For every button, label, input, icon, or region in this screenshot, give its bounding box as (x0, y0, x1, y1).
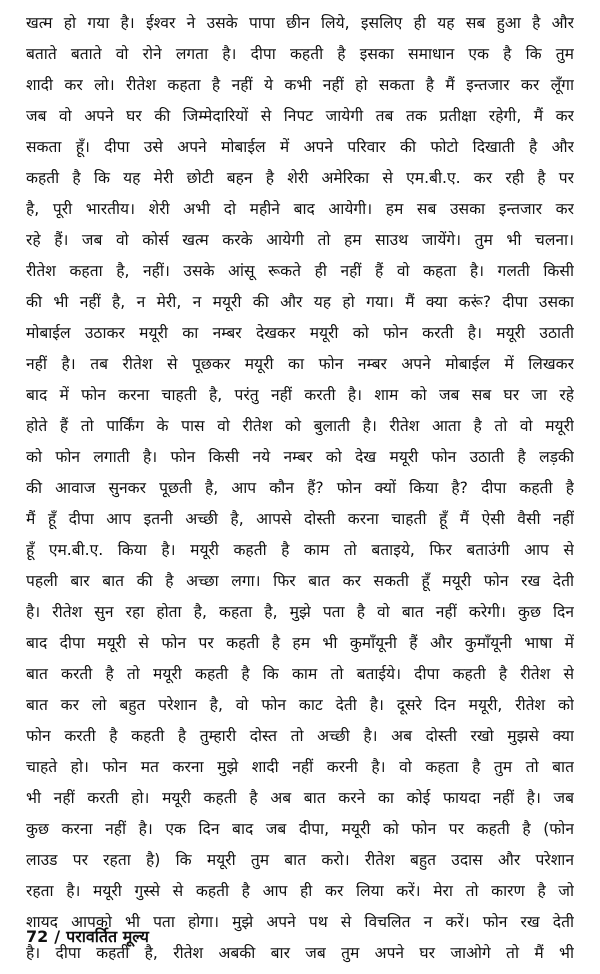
text-line: रहता है। मयूरी गुस्से से कहती है आप ही कर लिया करें। मेरा तो कारण है जो (26, 882, 574, 900)
text-line: पहली बार बात की है अच्छा लगा। फिर बात कर सकती हूँ मयूरी फोन रख देती (26, 572, 574, 590)
text-line: कहती है कि यह मेरी छोटी बहन है शेरी अमेरिका से एम.बी.ए. कर रही है पर (26, 169, 574, 187)
text-line: की भी नहीं है, न मेरी, न मयूरी की और यह हो गया। मैं क्या करूं? दीपा उसका (26, 293, 574, 311)
text-line: कुछ करना नहीं है। एक दिन बाद जब दीपा, मयूरी को फोन पर कहती है (फोन (26, 820, 574, 838)
text-line: भी नहीं करती हो। मयूरी कहती है अब बात करने का कोई फायदा नहीं है। जब (26, 789, 574, 807)
text-line: शादी कर लो। रीतेश कहता है नहीं ये कभी नहीं हो सकता है मैं इन्तजार कर लूँगा (26, 76, 574, 94)
text-line: हूँ एम.बी.ए. किया है। मयूरी कहती है काम तो बताइये, फिर बताउंगी आप से (26, 541, 574, 559)
text-line: बताते बताते वो रोने लगता है। दीपा कहती है इसका समाधान एक है कि तुम (26, 45, 574, 63)
text-line: मैं हूँ दीपा आप इतनी अच्छी है, आपसे दोस्ती करना चाहती हूँ मैं ऐसी वैसी नहीं (26, 510, 574, 528)
text-line: की आवाज सुनकर पूछती है, आप कौन हैं? फोन क्यों किया है? दीपा कहती है (26, 479, 574, 497)
text-line: है। दीपा कहती है, रीतेश अबकी बार जब तुम अपने घर जाओगे तो मैं भी (26, 944, 574, 962)
text-line: है। रीतेश सुन रहा होता है, कहता है, मुझे पता है वो बात नहीं करेगी। कुछ दिन (26, 603, 574, 621)
page-number: 72 (26, 927, 49, 946)
text-line: रहे हैं। जब वो कोर्स खत्म करके आयेगी तो हम साउथ जायेंगे। तुम भी चलना। (26, 231, 574, 249)
text-line: चाहते हो। फोन मत करना मुझे शादी नहीं करनी है। वो कहता है तुम तो बात (26, 758, 574, 776)
body-text (26, 8, 574, 969)
text-line: लाउड पर रहता है) कि मयूरी तुम बात करो। रीतेश बहुत उदास और परेशान (26, 851, 574, 869)
text-line: को फोन लगाती है। फोन किसी नये नम्बर को देख मयूरी फोन उठाती है लड़की (26, 448, 574, 466)
text-line: बात कर लो बहुत परेशान है, वो फोन काट देती है। दूसरे दिन मयूरी, रीतेश को (26, 696, 574, 714)
book-title: परावर्तित मूल्य (66, 927, 149, 946)
footer-separator: / (54, 927, 61, 946)
text-line: खत्म हो गया है। ईश्वर ने उसके पापा छीन लिये, इसलिए ही यह सब हुआ है और (26, 14, 574, 32)
text-line: फोन करती है कहती है तुम्हारी दोस्त तो अच्छी है। अब दोस्ती रखो मुझसे क्या (26, 727, 574, 745)
text-line: बाद में फोन करना चाहती है, परंतु नहीं करती है। शाम को जब सब घर जा रहे (26, 386, 574, 404)
text-line: रीतेश कहता है, नहीं। उसके आंसू रूकते ही नहीं हैं वो कहता है। गलती किसी (26, 262, 574, 280)
text-line: है, पूरी भारतीय। शेरी अभी दो महीने बाद आयेगी। हम सब उसका इन्तजार कर (26, 200, 574, 218)
text-line: होते हैं तो पार्किंग के पास वो रीतेश को बुलाती है। रीतेश आता है तो वो मयूरी (26, 417, 574, 435)
text-line: मोबाईल उठाकर मयूरी का नम्बर देखकर मयूरी को फोन करती है। मयूरी उठाती (26, 324, 574, 342)
text-line: जब वो अपने घर की जिम्मेदारियों से निपट जायेगी तब तक प्रतीक्षा रहेगी, मैं कर (26, 107, 574, 125)
text-line: बात करती है तो मयूरी कहती है कि काम तो बताईये। दीपा कहती है रीतेश से (26, 665, 574, 683)
text-line: शायद आपको भी पता होगा। मुझे अपने पथ से विचलित न करें। फोन रख देती (26, 913, 574, 931)
text-line: बाद दीपा मयूरी से फोन पर कहती है हम भी कुमाँयूनी हैं और कुमाँयूनी भाषा में (26, 634, 574, 652)
page-footer (26, 922, 149, 952)
text-line: नहीं है। तब रीतेश से पूछकर मयूरी का फोन नम्बर अपने मोबाईल में लिखकर (26, 355, 574, 373)
text-line: सकता हूँ। दीपा उसे अपने मोबाईल में अपने परिवार की फोटो दिखाती है और (26, 138, 574, 156)
